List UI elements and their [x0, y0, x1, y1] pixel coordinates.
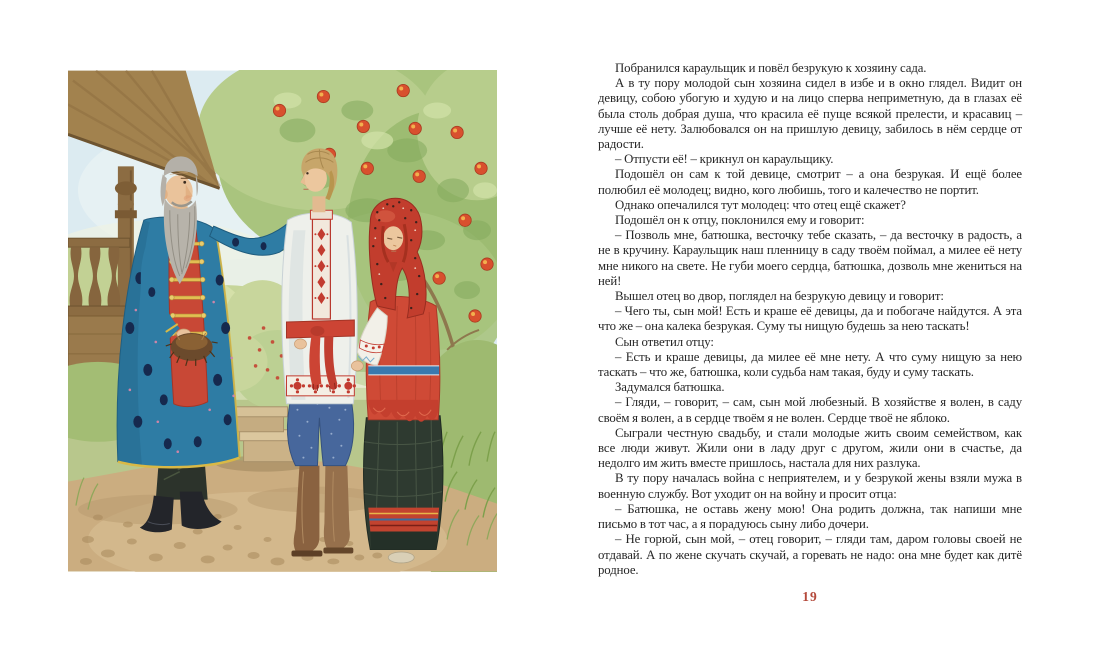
story-paragraph: Сыграли честную свадьбу, и стали молодые жить своим семейством, как все люди живут. Жили они в ладу друг с другом, жили они в счастье, да недолго им жить вместе пришлось, настала для них разлука.: [598, 425, 1022, 471]
story-paragraph: Однако опечалился тут молодец: что отец ещё скажет?: [615, 197, 906, 212]
story-paragraph: Сын ответил отцу:: [615, 334, 714, 349]
story-paragraph: – Чего ты, сын мой! Есть и краше её девицы, да и побогаче найдутся. А эта что же – она калека безрукая. Суму ты нищую будешь за нею таскать!: [598, 304, 1022, 334]
story-paragraph: – Не горюй, сын мой, – отец говорит, – гляди там, даром головы своей не отдавай. А по жене скучать скучай, а горевать не надо: она мне будет как дитё родное.: [598, 532, 1022, 577]
story-paragraph: – Позволь мне, батюшка, весточку тебе сказать, – да весточку в радость, а не в кручину. Караульщик наш пленницу в саду твоём поймал, а милее её нету мне никого на свете. Не губи моего сердца, батюшка, дозволь мне жениться на ней!: [598, 228, 1022, 288]
story-paragraph: – Есть и краше девицы, да милее её мне нету. А что суму нищую за нею таскать – что же, батюшка, коли судьба нам такая, буду и суму таскать.: [598, 349, 1022, 380]
story-paragraph: Вышел отец во двор, поглядел на безрукую девицу и говорит:: [615, 289, 944, 304]
illustration: [68, 70, 497, 572]
story-paragraph: В ту пору началась война с неприятелем, и у безрукой жены взяли мужа в военную службу. Вот уходит он на войну и просит отца:: [598, 471, 1022, 501]
story-paragraph: – Батюшка, не оставь жену мою! Она родить должна, так напиши мне письмо в тот час, а я порадуюсь сыну либо дочери.: [598, 501, 1022, 532]
story-paragraph: Подошёл он к отцу, поклонился ему и говорит:: [615, 213, 865, 228]
illustration-svg: [68, 70, 497, 572]
story-paragraph: – Отпусти её! – крикнул он караульщику.: [615, 152, 834, 167]
page-number: 19: [802, 589, 818, 604]
story-paragraph: Побранился караульщик и повёл безрукую к хозяину сада.: [615, 61, 927, 75]
story-text: [598, 61, 1022, 578]
story-paragraph: А в ту пору молодой сын хозяина сидел в избе и в окно глядел. Видит он девицу, собою убогую и худую и на лицо сперва неприметную, да в глазах её была столь добрая душа, что красила её пуще всякой прелести, и красавиц – лучше её нету. Залюбовался он на пришлую девицу, забилось в нём сердце от радости.: [598, 76, 1022, 152]
story-paragraph: Подошёл он сам к той девице, смотрит – а она безрукая. И ещё более полюбил её молодец; видно, кого любишь, того и калечество не портит.: [598, 167, 1022, 197]
story-paragraph: – Гляди, – говорит, – сам, сын мой любезный. В хозяйстве я волен, в саду своём я волен, а в сердце твоём я не волен. Сердце твоё не яблоко.: [598, 395, 1022, 425]
story-paragraph: Задумался батюшка.: [615, 380, 725, 395]
